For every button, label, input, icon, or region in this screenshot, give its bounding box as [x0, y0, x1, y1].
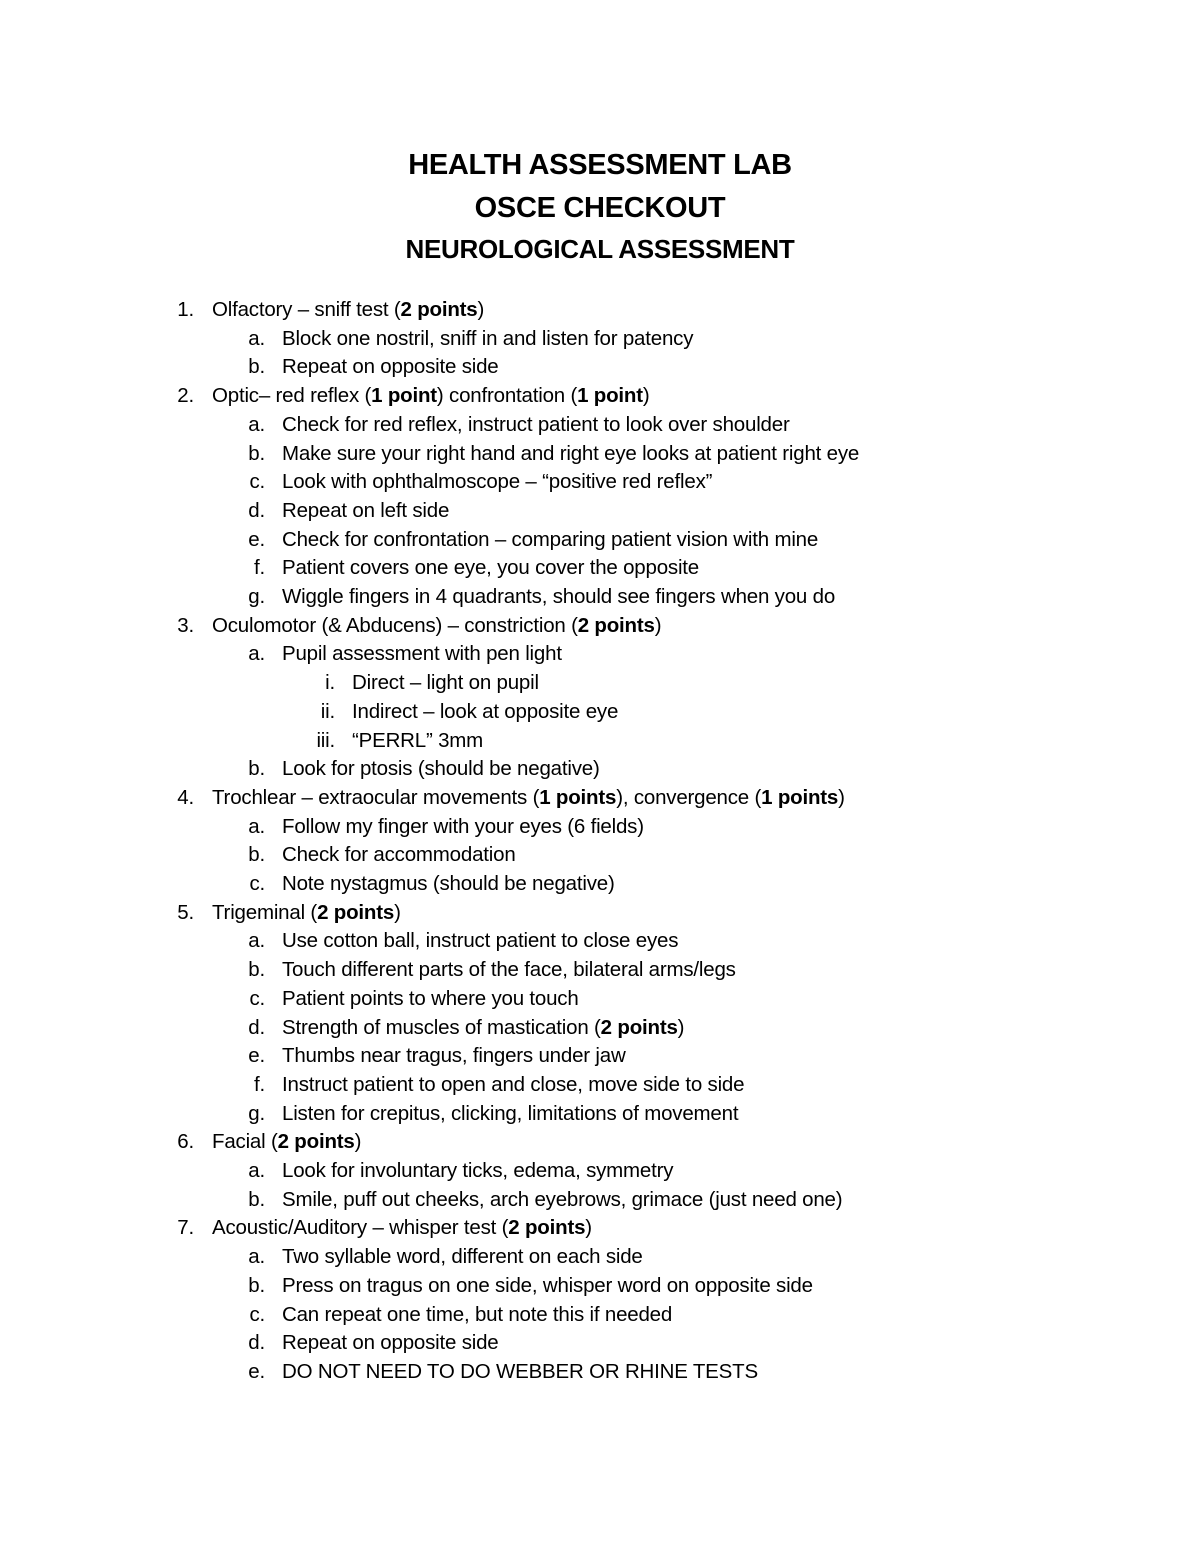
list-text — [352, 697, 618, 726]
outline-subitem — [0, 324, 1200, 353]
list-text — [282, 553, 699, 582]
list-text — [282, 1242, 643, 1271]
outline-subitem — [0, 1300, 1200, 1329]
outline-item — [0, 611, 1200, 640]
list-text — [282, 1328, 499, 1357]
list-marker: d. — [248, 498, 265, 522]
list-text — [282, 639, 562, 668]
list-marker: e. — [248, 1044, 265, 1068]
outline-subitem — [0, 525, 1200, 554]
text-run: Follow my finger with your eyes (6 fields) — [282, 814, 644, 838]
list-marker: a. — [248, 929, 265, 953]
list-marker: a. — [248, 1159, 265, 1182]
list-marker: b. — [248, 1273, 265, 1297]
outline-item — [0, 898, 1200, 927]
outline-subitem — [0, 1357, 1200, 1386]
list-text — [212, 295, 484, 324]
list-marker: 4. — [177, 785, 194, 809]
list-marker: e. — [248, 527, 265, 551]
text-run: Two syllable word, different on each side — [282, 1245, 643, 1269]
list-text — [282, 754, 600, 783]
list-text — [282, 1156, 673, 1185]
text-run: DO NOT NEED TO DO WEBBER OR RHINE TESTS — [282, 1359, 758, 1383]
list-marker: c. — [249, 1302, 265, 1326]
text-run: Note nystagmus (should be negative) — [282, 872, 615, 895]
list-marker: 1. — [177, 298, 194, 321]
list-text — [282, 955, 736, 984]
list-marker: g. — [248, 585, 265, 608]
text-run: Trigeminal ( — [212, 900, 318, 924]
list-marker: a. — [248, 412, 265, 436]
list-text — [352, 668, 539, 697]
list-text — [282, 1041, 626, 1070]
points-value: 2 points — [600, 1015, 678, 1039]
outline-subitem — [0, 1242, 1200, 1271]
outline-subitem — [0, 553, 1200, 582]
list-marker: f. — [254, 556, 265, 580]
text-run: Optic– red reflex ( — [212, 384, 372, 408]
outline-item — [0, 783, 1200, 812]
list-marker: a. — [248, 642, 265, 666]
points-value: 1 points — [539, 785, 617, 809]
text-run: Trochlear – extraocular movements ( — [212, 785, 540, 809]
outline-subsubitem — [0, 697, 1200, 726]
text-run: Listen for crepitus, clicking, limitations of movement — [282, 1101, 739, 1125]
text-run: Repeat on opposite side — [282, 1331, 499, 1355]
outline-subitem — [0, 840, 1200, 869]
outline-subitem — [0, 984, 1200, 1013]
text-run: Acoustic/Auditory – whisper test ( — [212, 1216, 509, 1240]
points-value: 1 points — [761, 785, 839, 809]
list-text — [212, 1213, 592, 1242]
outline-subsubitem — [0, 726, 1200, 755]
text-run: Instruct patient to open and close, move side to side — [282, 1072, 745, 1096]
list-text — [282, 926, 678, 955]
list-text — [282, 439, 859, 468]
points-value: 2 points — [577, 613, 655, 637]
outline-subitem — [0, 467, 1200, 496]
text-run: Check for accommodation — [282, 843, 516, 867]
text-run: ) — [585, 1216, 592, 1240]
text-run: Strength of muscles of mastication ( — [282, 1015, 601, 1039]
list-marker: b. — [248, 355, 265, 379]
text-run: Patient covers one eye, you cover the opposite — [282, 556, 700, 580]
list-text — [282, 1070, 744, 1099]
points-value: 2 points — [277, 1130, 355, 1154]
list-marker: d. — [248, 1331, 265, 1355]
text-run: Repeat on left side — [282, 498, 450, 522]
outline-subitem — [0, 1156, 1200, 1185]
list-text — [282, 1271, 813, 1300]
outline-subitem — [0, 1013, 1200, 1042]
list-text — [282, 467, 712, 496]
text-run: Look with ophthalmoscope – “positive red reflex” — [282, 470, 713, 494]
outline-subitem — [0, 869, 1200, 898]
outline-item — [0, 1127, 1200, 1156]
outline-subitem — [0, 812, 1200, 841]
text-run: Can repeat one time, but note this if needed — [282, 1302, 673, 1326]
text-run: Olfactory – sniff test ( — [212, 298, 401, 321]
list-text — [212, 611, 661, 640]
points-value: 2 points — [508, 1216, 586, 1240]
list-marker: b. — [248, 441, 265, 465]
text-run: “PERRL” 3mm — [352, 728, 484, 752]
list-marker: a. — [248, 814, 265, 838]
outline-subitem — [0, 352, 1200, 381]
text-run: Press on tragus on one side, whisper word on opposite side — [282, 1273, 813, 1297]
outline-subitem — [0, 754, 1200, 783]
list-text — [282, 1357, 758, 1386]
text-run: ) — [477, 298, 485, 321]
document-section-title: NEUROLOGICAL ASSESSMENT — [405, 234, 795, 264]
list-marker: g. — [248, 1101, 265, 1125]
list-marker: 5. — [177, 900, 194, 924]
list-marker: ii. — [320, 699, 335, 723]
text-run: Thumbs near tragus, fingers under jaw — [282, 1044, 626, 1068]
text-run: Direct – light on pupil — [352, 671, 539, 695]
list-marker: iii. — [316, 728, 335, 752]
list-text — [282, 352, 499, 381]
outline-subitem — [0, 1041, 1200, 1070]
text-run: Wiggle fingers in 4 quadrants, should see fingers when you do — [282, 585, 836, 608]
text-run: ) confrontation ( — [436, 384, 578, 408]
text-run: Look for involuntary ticks, edema, symmetry — [282, 1159, 674, 1182]
outline-item — [0, 295, 1200, 324]
document-title: HEALTH ASSESSMENT LAB — [408, 149, 792, 181]
list-text — [282, 1099, 738, 1128]
points-value: 2 points — [317, 900, 395, 924]
outline-subitem — [0, 496, 1200, 525]
list-marker: e. — [248, 1359, 265, 1383]
outline-subitem — [0, 439, 1200, 468]
text-run: ) — [394, 900, 401, 924]
list-text — [282, 410, 790, 439]
list-marker: b. — [248, 1187, 265, 1211]
text-run: Check for red reflex, instruct patient to look over shoulder — [282, 412, 790, 436]
list-marker: c. — [249, 470, 265, 494]
list-text — [212, 783, 845, 812]
text-run: Pupil assessment with pen light — [282, 642, 562, 666]
list-marker: a. — [248, 326, 265, 350]
points-value: 1 point — [577, 384, 643, 408]
text-run: ) — [642, 384, 650, 408]
outline-item — [0, 1213, 1200, 1242]
list-marker: b. — [248, 958, 265, 982]
text-run: Facial ( — [212, 1130, 278, 1154]
list-text — [212, 1127, 361, 1156]
text-run: ) — [677, 1015, 685, 1039]
points-value: 2 points — [400, 298, 478, 321]
list-marker: b. — [248, 757, 265, 781]
outline-subitem — [0, 582, 1200, 611]
text-run: Check for confrontation – comparing patient vision with mine — [282, 527, 819, 551]
text-run: Block one nostril, sniff in and listen for patency — [282, 326, 694, 350]
text-run: ) — [838, 785, 845, 809]
points-value: 1 point — [371, 384, 437, 408]
outline-subitem — [0, 1271, 1200, 1300]
list-text — [212, 381, 650, 410]
text-run: Indirect – look at opposite eye — [352, 699, 619, 723]
list-text — [282, 812, 644, 841]
list-text — [282, 869, 615, 898]
list-marker: i. — [325, 671, 335, 695]
outline-subitem — [0, 1328, 1200, 1357]
list-marker: 6. — [177, 1130, 194, 1154]
outline-subsubitem — [0, 668, 1200, 697]
outline-subitem — [0, 926, 1200, 955]
list-marker: c. — [249, 872, 265, 895]
outline-item — [0, 381, 1200, 410]
list-marker: d. — [248, 1015, 265, 1039]
list-marker: 7. — [177, 1216, 194, 1240]
text-run: Oculomotor (& Abducens) – constriction ( — [212, 613, 578, 637]
list-text — [212, 898, 401, 927]
list-text — [282, 1185, 842, 1214]
list-marker: 3. — [177, 613, 194, 637]
list-text — [282, 1013, 684, 1042]
list-text — [352, 726, 483, 755]
text-run: ) — [654, 613, 662, 637]
text-run: Smile, puff out cheeks, arch eyebrows, grimace (just need one) — [282, 1187, 843, 1211]
list-marker: a. — [248, 1245, 265, 1269]
text-run: ) — [354, 1130, 362, 1154]
list-text — [282, 582, 835, 611]
outline-subitem — [0, 955, 1200, 984]
document-subtitle: OSCE CHECKOUT — [474, 192, 726, 224]
list-text — [282, 984, 579, 1013]
outline-subitem — [0, 639, 1200, 668]
outline-subitem — [0, 410, 1200, 439]
outline-subitem — [0, 1185, 1200, 1214]
list-text — [282, 1300, 672, 1329]
list-text — [282, 324, 693, 353]
list-text — [282, 496, 449, 525]
list-marker: 2. — [177, 384, 194, 408]
outline-subitem — [0, 1099, 1200, 1128]
text-run: Patient points to where you touch — [282, 986, 579, 1010]
text-run: Use cotton ball, instruct patient to close eyes — [282, 929, 679, 953]
list-text — [282, 840, 516, 869]
text-run: ), convergence ( — [616, 785, 762, 809]
text-run: Make sure your right hand and right eye looks at patient right eye — [282, 441, 860, 465]
list-marker: f. — [254, 1072, 265, 1096]
list-marker: c. — [249, 986, 265, 1010]
text-run: Look for ptosis (should be negative) — [282, 757, 600, 781]
text-run: Repeat on opposite side — [282, 355, 499, 379]
list-marker: b. — [248, 843, 265, 867]
text-run: Touch different parts of the face, bilateral arms/legs — [282, 958, 736, 982]
list-text — [282, 525, 818, 554]
outline-subitem — [0, 1070, 1200, 1099]
